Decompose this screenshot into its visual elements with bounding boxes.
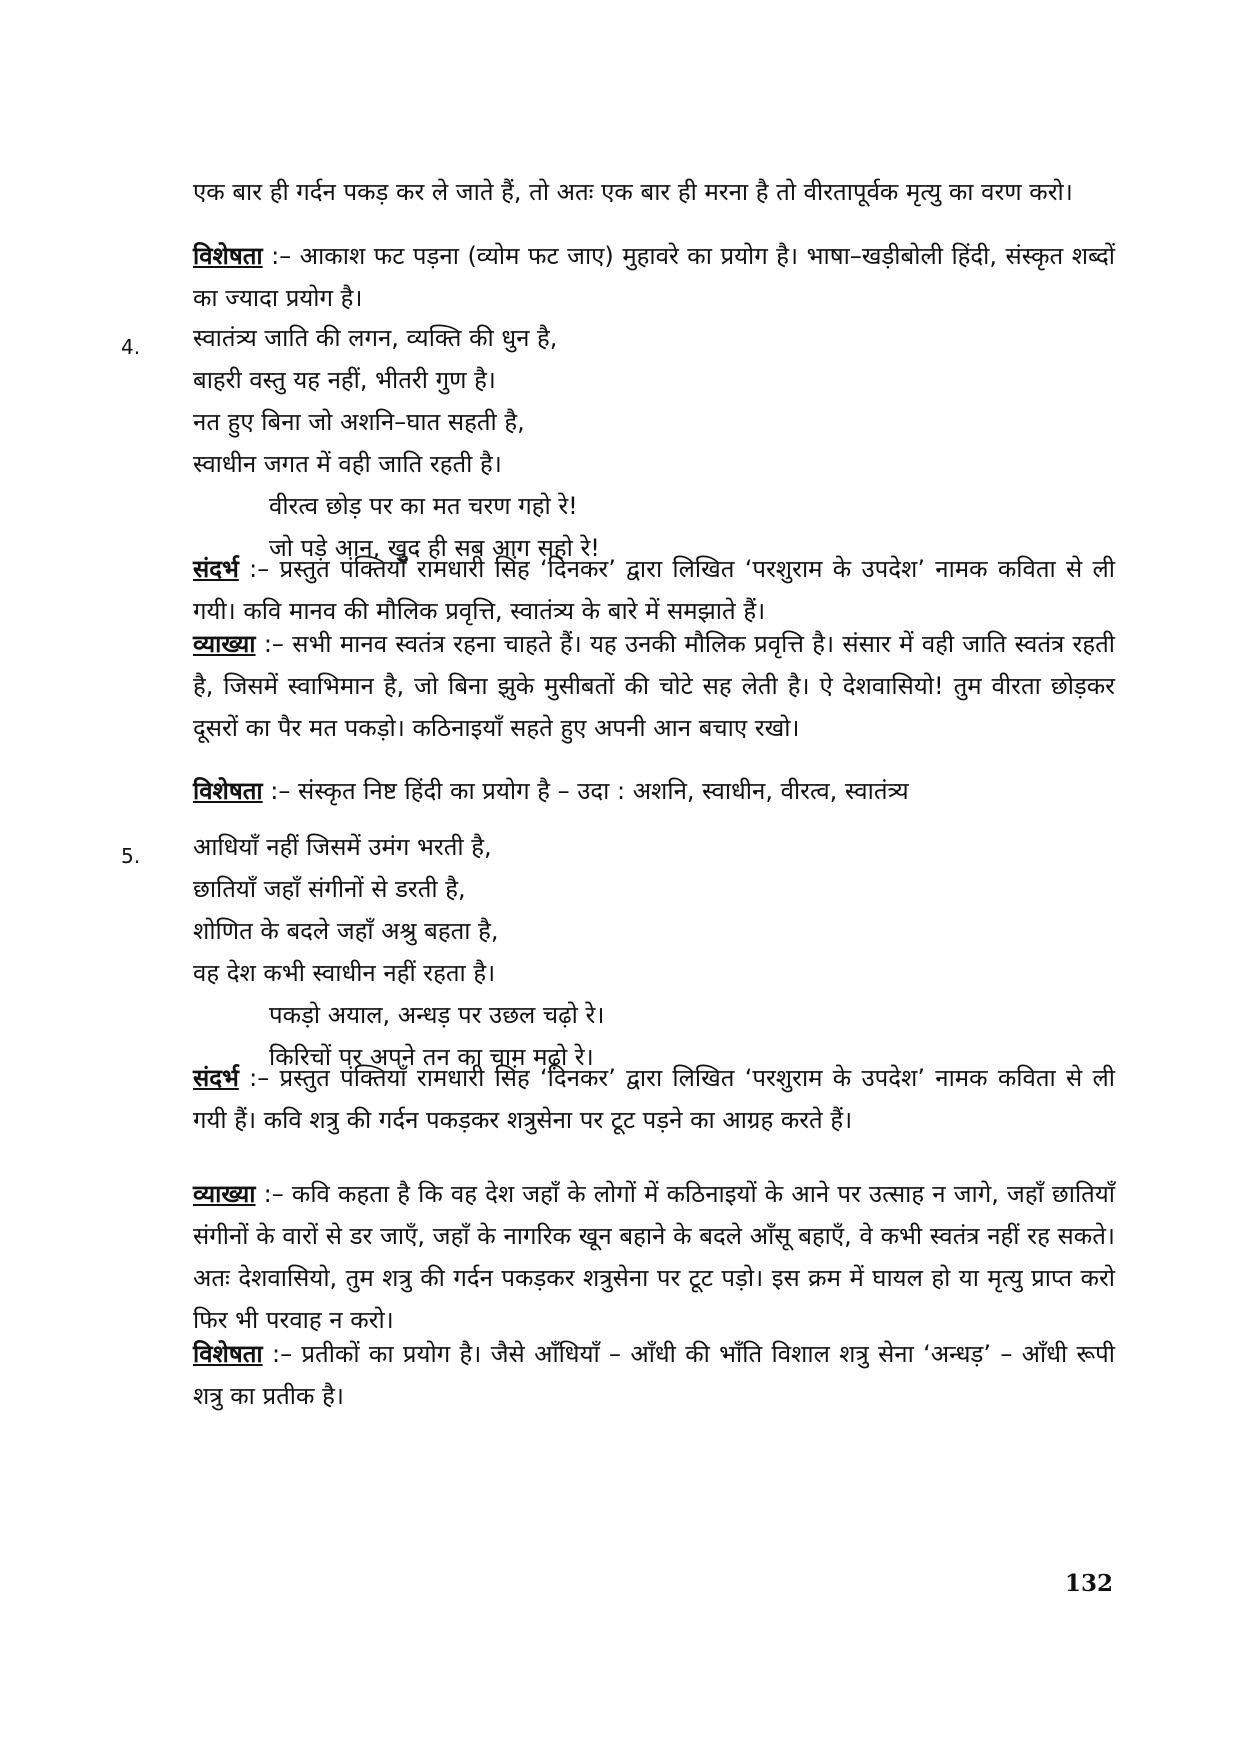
visheshta-label: विशेषता (193, 242, 263, 270)
visheshta-text: :– प्रतीकों का प्रयोग है। जैसे आँधियाँ – आँधी की भाँति विशाल शत्रु सेना ‘अन्धड़’ – आँधी रूपी शत्रु का प्रतीक है। (193, 1340, 1115, 1410)
poem-line: आधियाँ नहीं जिसमें उमंग भरती है, (193, 833, 492, 861)
section-number: 4. (121, 335, 141, 359)
poem-line: वीरत्व छोड़ पर का मत चरण गहो रे! (269, 492, 578, 520)
sandarbh-text: :– प्रस्तुत पंक्तियाँ रामधारी सिंह ‘दिनकर’ द्वारा लिखित ‘परशुराम के उपदेश’ नामक कविता से ली गयी हैं। कवि शत्रु की गर्दन पकड़कर शत्रुसेना पर टूट पड़ने का आग्रह करते हैं। (193, 1064, 1115, 1134)
poem-line: पकड़ो अयाल, अन्धड़ पर उछल चढ़ो रे। (269, 1001, 605, 1029)
poem-line: नत हुए बिना जो अशनि–घात सहती है, (193, 408, 525, 436)
section-number: 5. (121, 844, 141, 868)
poem-line: किरिचों पर अपने तन का चाम मढ़ो रे। (269, 1043, 594, 1071)
visheshta-paragraph (193, 1333, 1115, 1417)
intro-paragraph (193, 171, 1115, 213)
poem-line: शोणित के बदले जहाँ अश्रु बहता है, (193, 917, 499, 945)
page-number: 132 (1064, 1570, 1113, 1597)
poem-line: बाहरी वस्तु यह नहीं, भीतरी गुण है। (193, 366, 496, 394)
vyakhya-label: व्याख्या (193, 1180, 256, 1208)
vyakhya-paragraph (193, 623, 1115, 749)
visheshta-paragraph (193, 770, 1115, 812)
intro-visheshta (193, 235, 1115, 319)
visheshta-text: :– आकाश फट पड़ना (व्योम फट जाए) मुहावरे का प्रयोग है। भाषा–खड़ीबोली हिंदी, संस्कृत शब्दों का ज्यादा प्रयोग है। (193, 242, 1115, 312)
poem-stanza (193, 826, 604, 1078)
visheshta-label: विशेषता (193, 1340, 263, 1368)
poem-line: जो पड़े आन, खुद ही सब आग सहो रे! (269, 534, 600, 562)
vyakhya-text: :– कवि कहता है कि वह देश जहाँ के लोगों में कठिनाइयों के आने पर उत्साह न जागे, जहाँ छातियाँ संगीनों के वारों से डर जाएँ, जहाँ के नागरिक खून बहाने के बदले आँसू बहाएँ, वे कभी स्वतंत्र नहीं रह सकते। अतः देशवासियो, तुम शत्रु की गर्दन पकड़कर शत्रुसेना पर टूट पड़ो। इस क्रम में घायल हो या मृत्यु प्राप्त करो फिर भी परवाह न करो। (193, 1180, 1115, 1334)
poem-line: स्वाधीन जगत में वही जाति रहती है। (193, 450, 502, 478)
intro-text: एक बार ही गर्दन पकड़ कर ले जाते हैं, तो अतः एक बार ही मरना है तो वीरतापूर्वक मृत्यु का वरण करो। (193, 178, 1073, 206)
sandarbh-label: संदर्भ (193, 1064, 239, 1092)
vyakhya-paragraph (193, 1173, 1115, 1341)
poem-line: छातियाँ जहाँ संगीनों से डरती है, (193, 875, 466, 903)
poem-line: स्वातंत्र्य जाति की लगन, व्यक्ति की धुन है, (193, 324, 558, 352)
visheshta-text: :– संस्कृत निष्ट हिंदी का प्रयोग है – उदा : अशनि, स्वाधीन, वीरत्व, स्वातंत्र्य (262, 777, 909, 805)
poem-stanza (193, 317, 600, 569)
vyakhya-label: व्याख्या (193, 630, 256, 658)
sandarbh-label: संदर्भ (193, 555, 239, 583)
sandarbh-paragraph (193, 548, 1115, 632)
visheshta-label: विशेषता (193, 777, 263, 805)
sandarbh-paragraph (193, 1057, 1115, 1141)
vyakhya-text: :– सभी मानव स्वतंत्र रहना चाहते हैं। यह उनकी मौलिक प्रवृत्ति है। संसार में वही जाति स्वतंत्र रहती है, जिसमें स्वाभिमान है, जो बिना झुके मुसीबतों की चोटे सह लेती है। ऐ देशवासियो! तुम वीरता छोड़कर दूसरों का पैर मत पकड़ो। कठिनाइयाँ सहते हुए अपनी आन बचाए रखो। (193, 630, 1115, 742)
sandarbh-text: :– प्रस्तुत पंक्तियाँ रामधारी सिंह ‘दिनकर’ द्वारा लिखित ‘परशुराम के उपदेश’ नामक कविता से ली गयी। कवि मानव की मौलिक प्रवृत्ति, स्वातंत्र्य के बारे में समझाते हैं। (193, 555, 1115, 625)
poem-line: वह देश कभी स्वाधीन नहीं रहता है। (193, 959, 496, 987)
